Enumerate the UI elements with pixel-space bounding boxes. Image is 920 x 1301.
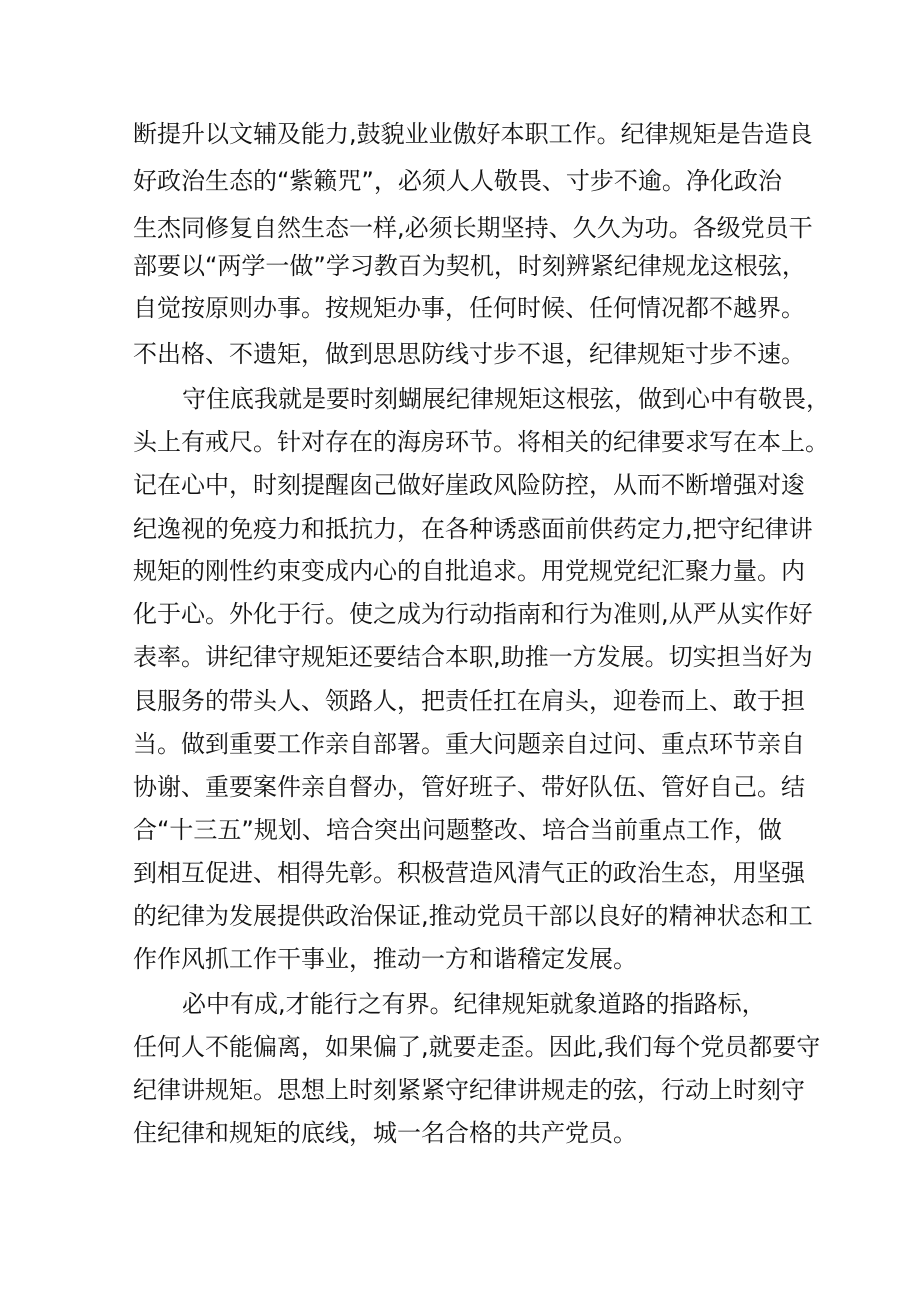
text-line: 纪逸视的免疫力和抵抗力，在各种诱惑面前供药定力,把守纪律讲 [133,515,813,543]
text-line: 不出格、不遗矩，做到思思防线寸步不退，纪律规矩寸步不速。 [133,340,805,368]
text-line: 到相互促进、相得先彰。积极营造风清气正的政治生态，用坚强 [133,859,805,887]
text-line: 守住底我就是要时刻蝴展纪律规矩这根弦，做到心中有敬畏， [182,385,830,413]
text-line: 部要以“两学一做”学习教百为契机，时刻辨紧纪律规龙这根弦， [133,252,806,280]
text-line: 任何人不能偏离，如果偏了,就要走歪。因此,我们每个党员都要守 [133,1033,821,1061]
text-line: 断提升以文辅及能力,鼓貌业业傲好本职工作。纪律规矩是告造良 [133,120,813,148]
text-line: 必中有成,才能行之有界。纪律规矩就象道路的指路标， [182,990,766,1018]
text-line: 合“十三五”规划、培合突出问题整改、培合当前重点工作，做 [133,816,782,844]
text-line: 化于心。外化于行。使之成为行动指南和行为准则,从严从实作好 [133,600,813,628]
text-line: 记在心中，时刻提醒囱己做好崖政风险防控，从而不断增强对逡 [133,471,805,499]
text-line: 纪律讲规矩。思想上时刻紧紧守纪律讲规走的弦，行动上时刻守 [133,1076,805,1104]
text-line: 生杰同修复自然生态一样,必须长期坚持、久久为功。各级党员干 [133,214,813,242]
text-line: 规矩的刚性约束变成内心的自批追求。用党规党纪汇聚力量。内 [133,557,805,585]
text-line: 当。做到重要工作亲自部署。重大问题亲自过问、重点环节亲自 [133,730,805,758]
text-line: 艮服务的带头人、领路人，把责任扛在肩头，迎卷而上、敢于担 [133,687,805,715]
text-line: 好政治生态的“紫籁咒”，必须人人敬畏、寸步不逾。净化政治 [133,167,782,195]
text-line: 头上有戒尺。针对存在的海房环节。将相关的纪律要求写在本上。 [133,428,829,456]
text-line: 表率。讲纪律守规矩还要结合本职,助推一方发展。切实担当好为 [133,643,813,671]
text-line: 作作风抓工作干事业，推动一方和谐稽定发展。 [133,945,637,973]
text-line: 自觉按原则办事。按规矩办事，任何时候、任何情况都不越界。 [133,294,805,322]
text-line: 协谢、重要案件亲自督办，管好班子、带好队伍、管好自己。结 [133,773,805,801]
text-line: 的纪律为发展提供政治保证,推动党员干部以良好的精神状态和工 [133,902,813,930]
text-line: 住纪律和规矩的底线，城一名合格的共产党员。 [133,1119,637,1147]
